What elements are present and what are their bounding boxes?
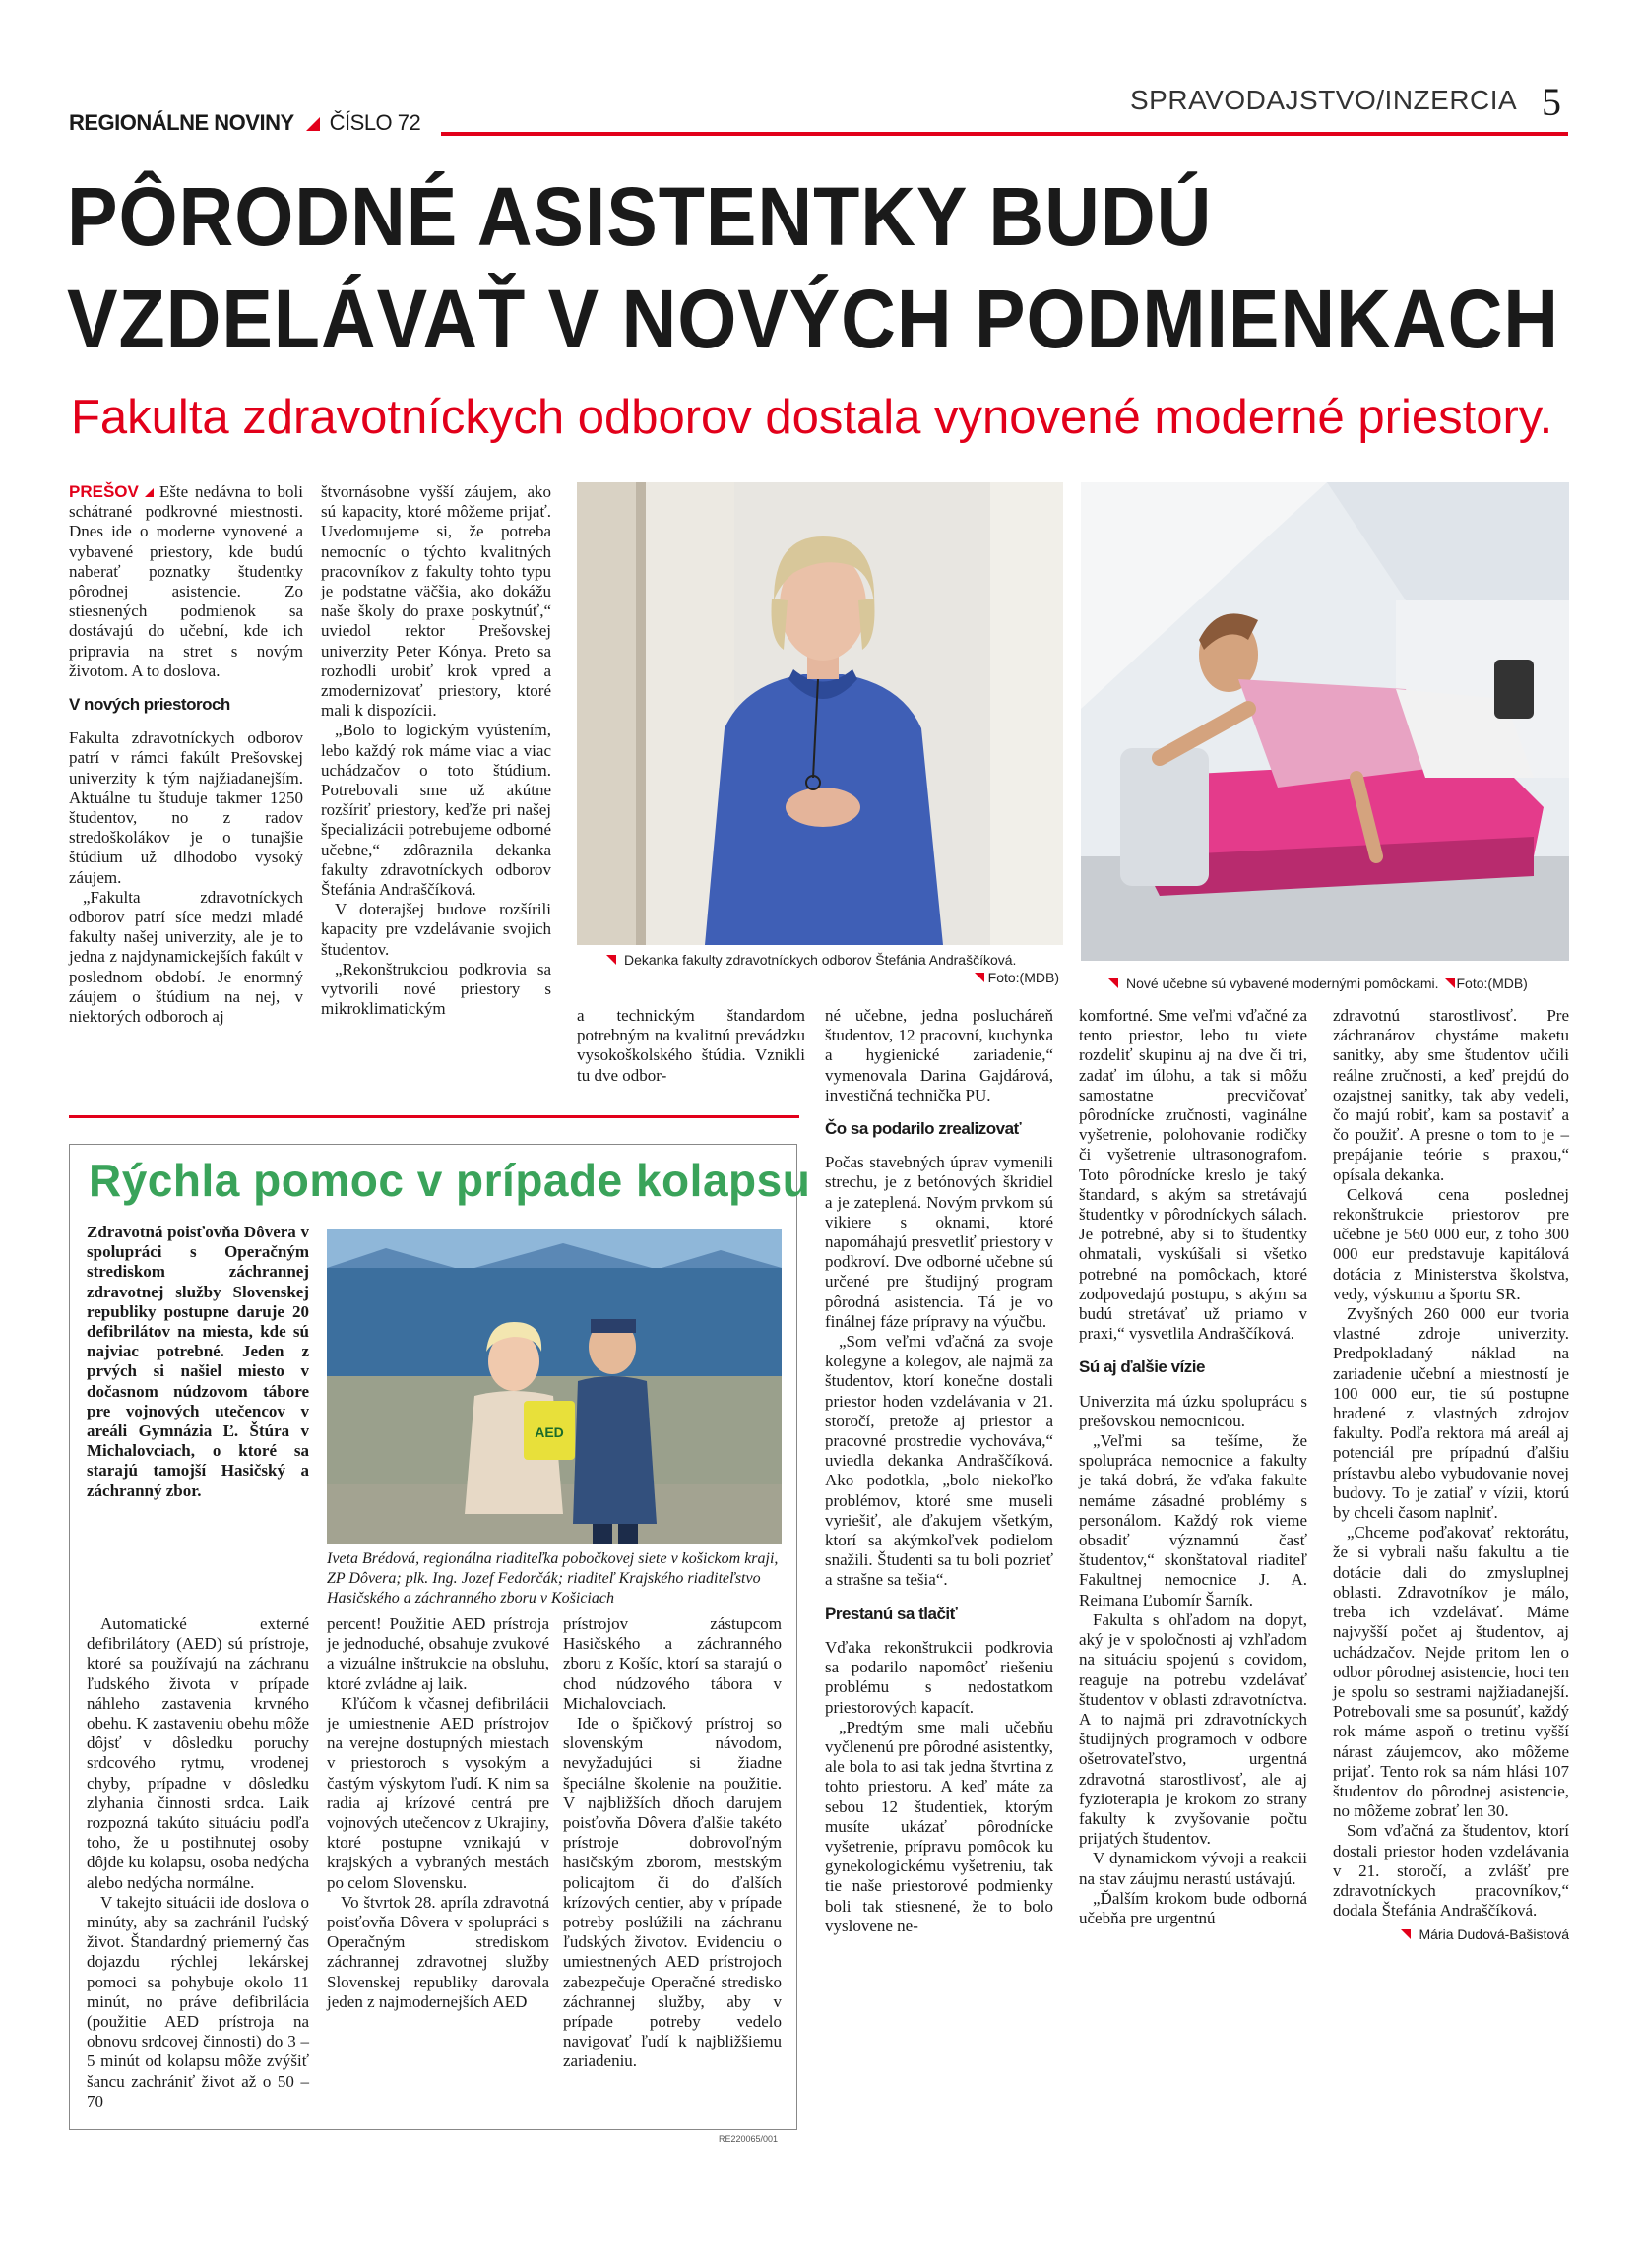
issue-number: ČÍSLO 72 [329,110,421,135]
paragraph: Ide o špičkový prístroj so slovenským návodom, nevyžadujúci si žiadne špeciálne školenie na použitie. V najbližších dňoch darujem poisťovňa Dôvera ďalšie takéto prístroje dobrovoľným hasičským zborom, mestským policajtom či do ďalších krízových centier, aby v prípade potreby poslúžili na záchranu ľudských životov. Evidenciu o umiestnených AED prístrojoch zabezpečuje Operačné stredisko záchrannej služby, aby v prípade potreby vedelo navigovať ľudí k najbližšiemu zariadeniu. [563,1714,782,2071]
caption-text: Nové učebne sú vybavené modernými pomôckami. [1126,976,1439,991]
paragraph: Počas stavebných úprav vymenili strechu, je z betónových škridiel a je zateplená. Novým prvkom sú vikiere s oknami, ktoré napomáhajú presvetliť priestory v podkroví. Dve odborné učebne sú určené pre študijný program pôrodná asistencia. Tá je vo finálnej fáze prípravy na výučbu. [825,1153,1053,1331]
paragraph: Univerzita má úzku spoluprácu s prešovskou nemocnicou. [1079,1391,1307,1430]
photo-dean [577,482,1063,945]
ad-col-2 [327,1614,549,2012]
paragraph: Fakulta zdravotníckych odborov patrí v rámci fakúlt Prešovskej univerzity k tým najžiadanejším. Aktuálne tu študuje takmer 1250 študentov, no z radov stredoškolákov je o tunajšie štúdium už dlhodobo vysoký záujem. [69,728,303,887]
dateline: PREŠOV [69,482,139,501]
paragraph: Automatické externé defibrilátory (AED) sú prístroje, ktoré sa používajú na záchranu ľudského života v prípade náhleho zastavenia krvného obehu. K zastaveniu obehu môže dôjsť v dôsledku poruchy srdcového rytmu, vrodenej chyby, prípadne v dôsledku zlyhania činnosti srdca. Laik rozpozná takúto situáciu podľa toho, že u postihnutej osoby dôjde ku kolapsu, osoba nedýcha alebo nedýcha normálne. [87,1614,309,1892]
article-col-4 [825,1006,1053,1936]
article-col-5 [1079,1006,1307,1928]
red-triangle-icon [306,117,320,131]
article-col-1 [69,482,303,1027]
subheading-realized: Čo sa podarilo zrealizovať [825,1119,1022,1139]
paragraph: komfortné. Sme veľmi vďačné za tento priestor, lebo tu viete rozdeliť skupinu aj na dve či tri, zadať im úlohu, a tak si môžu samostatne precvičovať pôrodnícke zručnosti, vaginálne vyšetrenie, polohovanie rodičky či vyšetrenie ultrasonografom. Toto pôrodnícke kreslo je taký štandard, s akým sa stretávajú študentky v pôrodníckych sálach. Je potrebné, aby si to študentky ohmatali, vyskúšali si všetko potrebné na pomôckach, ktoré zodpovedajú postupu, s akým sa budú stretávať už priamo v praxi,“ vysvetlila Andraščíková. [1079,1006,1307,1344]
ad-lead [87,1223,309,1501]
aed-label: AED [535,1424,564,1440]
ad-photo-caption: Iveta Brédová, regionálna riaditeľka pobočkovej siete v košickom kraji, ZP Dôvera; plk. Ing. Jozef Fedorčák; riaditeľ Krajského riaditeľstvo Hasičského a záchranného zboru v Košiciach [327,1550,779,1606]
article-col-3 [577,1006,805,1086]
photo-classroom-caption [1108,975,1571,992]
caption-marker-icon [606,955,616,965]
paragraph: Fakulta s ohľadom na dopyt, aký je v spoločnosti aj vzhľadom na situáciu spojenú s covidom, reaguje na potrebu vzdelávať študentov v oblasti zdravotníctva. A to najmä pri zdravotníckych študijných programoch v odbore ošetrovateľstvo, urgentná zdravotná starostlivosť, ale aj fyzioterapia je krokom zo strany fakulty k zvyšovanie počtu prijatých študentov. [1079,1609,1307,1849]
publication-name: REGIONÁLNE NOVINY [69,110,294,135]
photo-credit: Foto:(MDB) [987,970,1059,985]
paragraph: „Chceme poďakovať rektorátu, že si vybrali našu fakultu a tie dotácie dali do zmysluplnej oblasti. Zdravotníkov je málo, treba ich vzdelávať. Máme najvyšší počet aj študentov, aj uchádzačov. Nejde pritom len o odbor pôrodnej asistencie, hoci ten je spolu so sestrami najžiadanejší. Potrebovali sme sa posunúť, každý rok máme aspoň o tretinu vyšší nárast záujemcov, ako môžeme prijať. Tento rok sa nám hlási 107 študentov do pôrodnej asistencie, no môžeme zobrať len 30. [1333,1523,1569,1821]
subheading-visions: Sú aj ďalšie vízie [1079,1357,1205,1377]
intro-text: Ešte nedávna to boli schátrané podkrovné miestnosti. Dnes ide o moderne vynovené a vybavené priestory, kde budú naberať poznatky študentky pôrodnej asistencie. Zo stiesnených podmienok sa dostávajú do učební, kde ich pripravia na stret s novým životom. A to doslova. [69,482,303,680]
caption-text: Dekanka fakulty zdravotníckych odborov Štefánia Andraščíková. [624,952,1017,968]
paragraph: Kľúčom k včasnej defibrilácii je umiestnenie AED prístrojov na verejne dostupných miestach v priestoroch s vysokým a častým výskytom ľudí. K nim sa radia aj krízové centrá pre vojnových utečencov z Ukrajiny, ktoré postupne vznikajú v krajských a vybraných mestách po celom Slovensku. [327,1693,549,1892]
paragraph: „Veľmi sa tešíme, že spolupráca nemocnice a fakulty je taká dobrá, že vďaka fakulte nemáme zásadné problémy s personálom. Každý rok vieme obsadiť významnú časť študentov,“ skonštatoval riaditeľ Fakultnej nemocnice J. A. Reimana Ľubomír Šarník. [1079,1431,1307,1609]
paragraph: zdravotnú starostlivosť. Pre záchranárov chystáme maketu sanitky, aby sme študentov učili reálne zručnosti, a keď prejdú do ozajstnej sanitky, tak aby vedeli, čo majú robiť, kam sa postaviť a čo použiť. A presne o tom to je – prepájanie teórie s praxou,“ opísala dekanka. [1333,1006,1569,1184]
section-divider [69,1115,799,1118]
paragraph: V takejto situácii ide doslova o minúty, aby sa zachránil ľudský život. Štandardný priemerný čas dojazdu rýchlej lekárskej pomoci sa pohybuje okolo 11 minút, no práve defibrilácia (použitie AED prístroja na obnovu srdcovej činnosti) do 3 – 5 minút od kolapsu môže zvýšiť šancu zachrániť život až o 50 – 70 [87,1892,309,2110]
section-label: SPRAVODAJSTVO/INZERCIA [1130,85,1518,115]
paragraph: „Som veľmi vďačná za svoje kolegyne a kolegov, ale najmä za študentov, ktorí konečne dostali priestor hoden vzdelávania v 21. storočí, pretože aj priestor a pracovné prostredie vychováva,“ uviedla dekanka Andraščíková. Ako podotkla, „bolo niekoľko problémov, ktoré sme museli vyriešiť, ale ďakujem všetkým, ktorí sa akýmkoľvek podielom snažili. Študenti sa tu boli pozrieť a strašne sa tešia“. [825,1332,1053,1590]
subheading-no-crowding: Prestanú sa tlačiť [825,1604,958,1623]
paragraph: Som vďačná za študentov, ktorí dostali priestor hoden vzdelávania v 21. storočí, a zvlášť pre zdravotníckych pracovníkov,“ dodala Štefánia Andraščíková. [1333,1821,1569,1921]
article-title [67,165,1559,370]
ad-col-3 [563,1614,782,2072]
paragraph: „Fakulta zdravotníckych odborov patrí síce medzi mladé fakulty našej univerzity, ale je to jedna z najdynamickejších fakúlt v poslednom období. Je enormný záujem o štúdium na nej, v niektorých odboroch aj [69,887,303,1027]
red-triangle-icon [145,488,154,497]
paragraph: né učebne, jedna poslucháreň študentov, 12 pracovní, kuchynka a hygienické zariadenie,“ vymenovala Darina Gajdárová, investičná technička PU. [825,1006,1053,1104]
author-line [1333,1924,1569,1944]
header-rule [441,132,1568,136]
author-name: Mária Dudová-Bašistová [1419,1926,1569,1943]
photo-classroom [1081,482,1569,961]
ad-lead-text: Zdravotná poisťovňa Dôvera v spolupráci s Operačným strediskom záchrannej zdravotnej služby Slovenskej republiky postupne daruje 20 defibrilátov na miesta, kde sú najviac potrebné. Jeden z prvých si našiel miesto v dočasnom núdzovom tábore pre vojnových utečencov v areáli Gymnázia Ľ. Štúra v Michalovciach, o ktoré sa starajú tamojší Hasičský a záchranný zbor. [87,1223,309,1500]
paragraph: V doterajšej budove rozšírili kapacity pre vzdelávanie svojich študentov. [321,900,551,959]
paragraph: percent! Použitie AED prístroja je jednoduché, obsahuje zvukové a vizuálne inštrukcie na obsluhu, ktoré zvládne aj laik. [327,1614,549,1693]
title-line-2: VZDELÁVAŤ V NOVÝCH PODMIENKACH [67,273,1560,365]
paragraph: Celková cena poslednej rekonštrukcie priestorov pre učebne je 560 000 eur, z toho 300 000 eur predstavuje kapitálová dotácia z Ministerstva školstva, vedy, výskumu a športu SR. [1333,1184,1569,1303]
paragraph: Zvyšných 260 000 eur tvoria vlastné zdroje univerzity. Predpokladaný náklad na zariadenie učební a miestností je 100 000 eur, tie sú postupne hradené z vlastných zdrojov fakulty. Podľa rektora má areál aj potenciál pre prípadnú ďalšiu prístavbu alebo vybudovanie novej budovy. To je zatiaľ v vízii, ktorú by chceli časom naplniť. [1333,1304,1569,1523]
paragraph: Vo štvrtok 28. apríla zdravotná poisťovňa Dôvera v spolupráci s Operačným strediskom záchrannej zdravotnej služby Slovenskej republiky darovala jeden z najmodernejších AED [327,1892,549,2011]
subheading-new-spaces: V nových priestoroch [69,695,230,715]
article-col-6 [1333,1006,1569,1945]
caption-marker-icon [975,973,984,982]
paragraph: Vďaka rekonštrukcii podkrovia sa podarilo napomôcť riešeniu problému s nedostatkom priestorových kapacít. [825,1637,1053,1717]
paragraph: V dynamickom vývoji a reakcii na stav záujmu nerastú ustávajú. [1079,1849,1307,1888]
ad-title: Rýchla pomoc v prípade kolapsu [89,1155,811,1206]
paragraph: „Ďalším krokom bude odborná učebňa pre urgentnú [1079,1888,1307,1927]
paragraph: štvornásobne vyšší záujem, ako sú kapacity, ktoré môžeme prijať. Uvedomujeme si, že potreba nemocníc o týchto kvalitných pracovníkov z fakulty tohto typu je podstatne väčšia, ako dokážu naše školy do praxe poskytnúť,“ uviedol rektor Prešovskej univerzity Peter Kónya. Preto sa rozhodli urobiť krok vpred a zmodernizovať priestory, ktoré mali k dispozícii. [321,482,551,721]
caption-marker-icon [1445,978,1455,988]
ad-photo [327,1228,782,1544]
page-number: 5 [1542,80,1561,124]
ad-col-1 [87,1614,309,2111]
paragraph: „Predtým sme mali učebňu vyčlenenú pre pôrodné asistentky, ale bola to asi tak jedna štvrtina z tohto priestoru. A keď máte za sebou 12 študentiek, ktorým musíte ukázať pôrodnícke vyšetrenie, prípravu pomôcok ku gynekologickému vyšetreniu, tak tie naše priestorové podmienky boli tak stiesnené, že to bolo vyslovene ne- [825,1717,1053,1935]
ad-ref-code: RE220065/001 [719,2134,779,2144]
article-subtitle: Fakulta zdravotníckych odborov dostala vynovené moderné priestory. [71,391,1553,444]
paragraph: prístrojov zástupcom Hasičského a záchranného zboru z Košíc, ktorí sa starajú o chod núdzového tábora v Michalovciach. [563,1614,782,1713]
caption-marker-icon [1108,978,1118,988]
article-col-2 [321,482,551,1019]
author-marker-icon [1401,1929,1411,1939]
title-line-1: PÔRODNÉ ASISTENTKY BUDÚ [67,170,1213,263]
photo-dean-caption [606,951,1059,986]
masthead [69,110,420,136]
paragraph: „Bolo to logickým vyústením, lebo každý rok máme viac a viac uchádzačov o toto štúdium. Potrebovali sme už akútne rozšíriť priestory, keďže pri našej špecializácii potrebujeme odborné učebne,“ zdôraznila dekanka fakulty zdravotníckych odborov Štefánia Andraščíková. [321,721,551,900]
photo-credit: Foto:(MDB) [1456,976,1528,991]
paragraph: a technickým štandardom potrebným na kvalitnú prevádzku vysokoškolského štúdia. Vznikli tu dve odbor- [577,1006,805,1085]
paragraph: „Rekonštrukciou podkrovia sa vytvorili nové priestory s mikroklimatickým [321,959,551,1019]
